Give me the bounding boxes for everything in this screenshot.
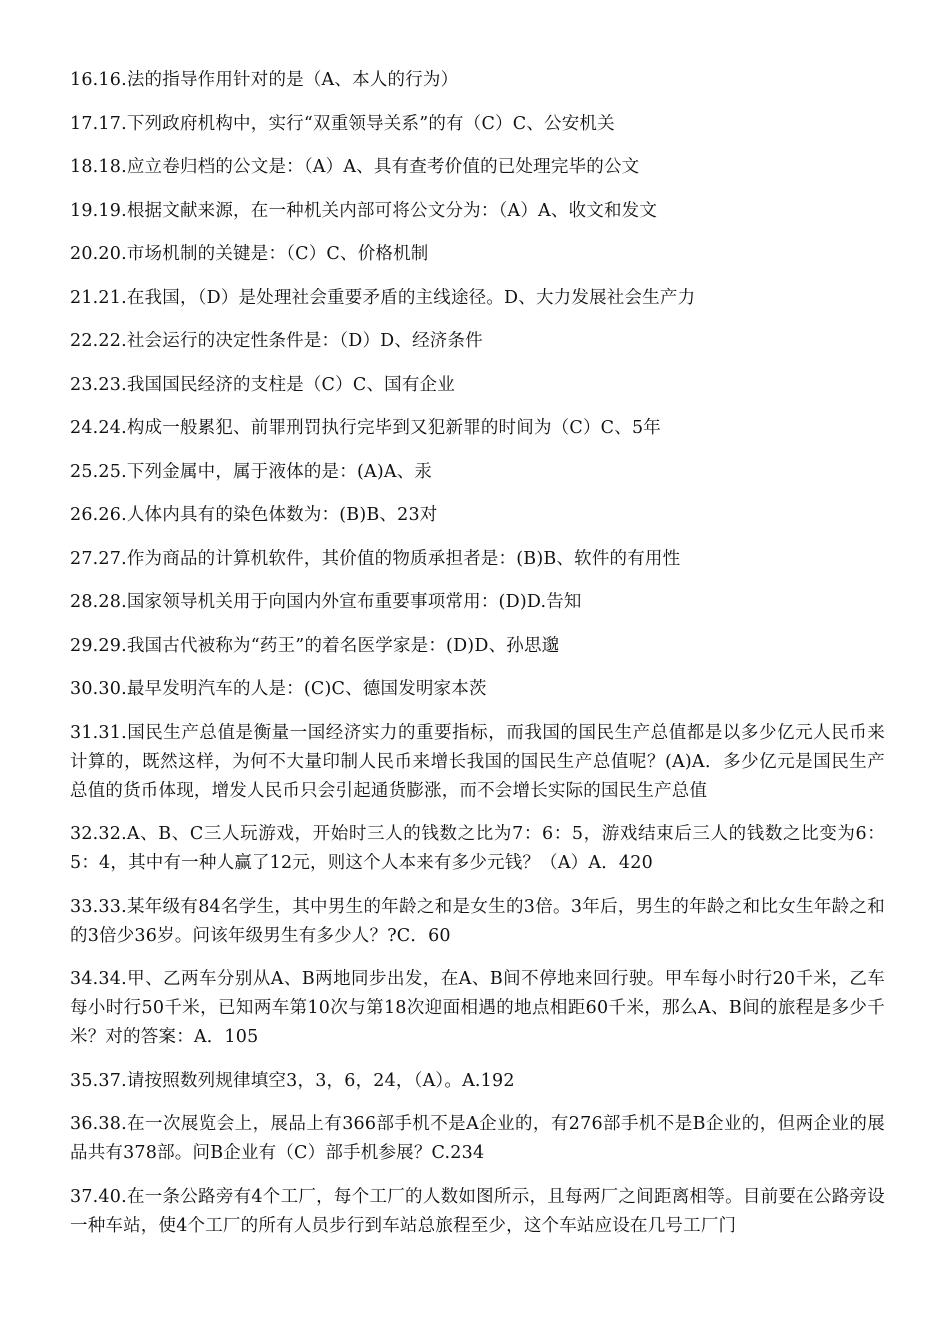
question-35: 35.37.请按照数列规律填空3，3，6，24，（A）。A.192: [70, 1070, 515, 1091]
question-30: 30.30.最早发明汽车的人是：(C)C、德国发明家本茨: [70, 679, 487, 699]
question-18: 18.18.应立卷归档的公文是：（A）A、具有查考价值的已处理完毕的公文: [70, 157, 640, 177]
question-36: 36.38.在一次展览会上，展品上有366部手机不是A企业的，有276部手机不是B企业的，但两企业的展品共有378部。问B企业有（C）部手机参展？C.234: [70, 1114, 885, 1163]
question-19: 19.19.根据文献来源，在一种机关内部可将公文分为：（A）A、收文和发文: [70, 200, 658, 221]
question-27: 27.27.作为商品的计算机软件，其价值的物质承担者是：(B)B、软件的有用性: [70, 548, 681, 569]
question-33: 33.33.某年级有84名学生，其中男生的年龄之和是女生的3倍。3年后，男生的年龄之和比女生年龄之和的3倍少36岁。问该年级男生有多少人？?C．60: [70, 896, 885, 946]
question-23: 23.23.我国国民经济的支柱是（C）C、国有企业: [70, 374, 455, 395]
question-25: 25.25.下列金属中，属于液体的是：(A)A、汞: [70, 461, 433, 482]
question-31: 31.31.国民生产总值是衡量一国经济实力的重要指标，而我国的国民生产总值都是以多少亿元人民币来计算的，既然这样，为何不大量印制人民币来增长我国的国民生产总值呢？(A)A．多少亿元是国民生产总值的货币体现，增发人民币只会引起通货膨涨，而不会增长实际的国民生产总值: [70, 722, 885, 801]
question-26: 26.26.人体内具有的染色体数为：(B)B、23对: [70, 505, 438, 525]
question-29: 29.29.我国古代被称为“药王”的着名医学家是：(D)D、孙思邈: [70, 635, 560, 656]
document-page: [70, 66, 885, 1255]
question-34: 34.34.甲、乙两车分别从A、B两地同步出发，在A、B间不停地来回行驶。甲车每小时行20千米，乙车每小时行50千米，已知两车第10次与第18次迎面相遇的地点相距60千米，那么A、B间的旅程是多少千米？对的答案：A．105: [70, 969, 885, 1047]
question-16: 16.16.法的指导作用针对的是（A、本人的行为）: [70, 70, 459, 90]
question-21: 21.21.在我国，（D）是处理社会重要矛盾的主线途径。D、大力发展社会生产力: [70, 287, 696, 308]
question-24: 24.24.构成一般累犯、前罪刑罚执行完毕到又犯新罪的时间为（C）C、5年: [70, 418, 661, 438]
question-37: 37.40.在一条公路旁有4个工厂，每个工厂的人数如图所示，且每两厂之间距离相等。目前要在公路旁设一种车站，使4个工厂的所有人员步行到车站总旅程至少，这个车站应设在几号工厂门: [70, 1186, 885, 1236]
question-17: 17.17.下列政府机构中，实行“双重领导关系”的有（C）C、公安机关: [70, 113, 615, 134]
question-20: 20.20.市场机制的关键是：（C）C、价格机制: [70, 244, 429, 264]
question-28: 28.28.国家领导机关用于向国内外宣布重要事项常用：(D)D.告知: [70, 592, 582, 612]
question-32: 32.32.A、B、C三人玩游戏，开始时三人的钱数之比为7：6：5，游戏结束后三人的钱数之比变为6：5：4，其中有一种人赢了12元，则这个人本来有多少元钱？（A）A．420: [70, 824, 885, 873]
question-22: 22.22.社会运行的决定性条件是：（D）D、经济条件: [70, 331, 483, 351]
